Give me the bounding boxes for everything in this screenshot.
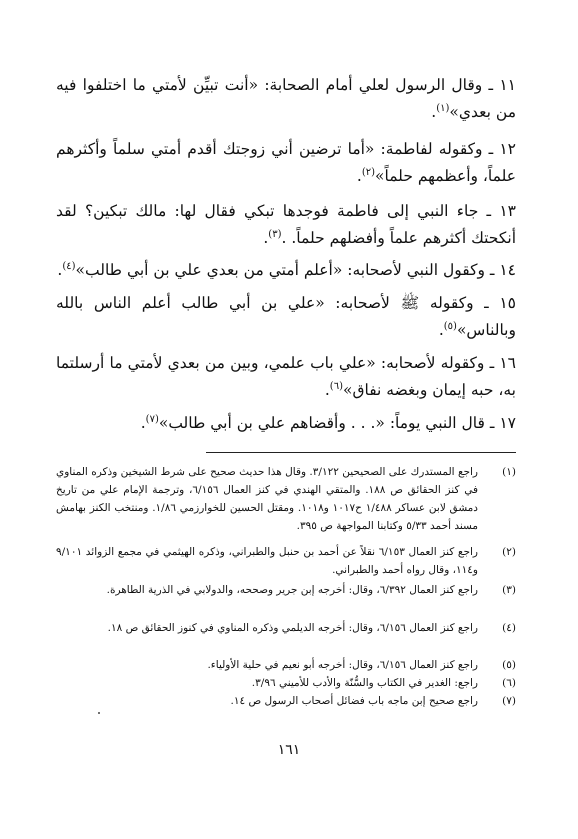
paragraph-text: ١٤ ـ وكقول النبي لأصحابه: «أعلم أمتي من بعدي علي بن أبي طالب» xyxy=(75,261,516,279)
footnote-number: (٤) xyxy=(502,622,516,634)
footnote-6 xyxy=(56,674,516,692)
footnote-reference[interactable]: (٤) xyxy=(62,260,76,272)
footnote-number: (٧) xyxy=(502,695,516,707)
footnote-5 xyxy=(56,656,516,674)
paragraph-text: ١٧ ـ قال النبي يوماً: «. . . وأقضاهم علي بن أبي طالب» xyxy=(158,414,516,432)
footnote-3 xyxy=(56,581,516,599)
footnote-1 xyxy=(56,463,516,535)
footnote-reference[interactable]: (١) xyxy=(436,102,450,114)
footnote-7 xyxy=(56,692,516,710)
paragraph-13: ١٣ ـ جاء النبي إلى فاطمة فوجدها تبكي فقال لها: مالك تبكين؟ لقد أنكحتك أكثرهم علماً وأفضلهم حلماً. .$^{(٣)}$. xyxy=(56,202,516,247)
paragraph-12: ١٢ ـ وكقوله لفاطمة: «أما ترضين أني زوجتك أقدم أمتي سلماً وأكثرهم علماً، وأعظمهم حلماً»$^{(٢)}$. xyxy=(56,140,516,185)
page-number: ١٦١ xyxy=(277,742,301,758)
paragraph-text: ١١ ـ وقال الرسول لعلي أمام الصحابة: «أنت تبيِّن لأمتي ما اختلفوا فيه من بعدي» xyxy=(56,76,516,121)
footnote-text: راجع المستدرك على الصحيحين ٣/١٢٢. وقال هذا حديث صحيح على شرط الشيخين وذكره المناوي في كنز الحقائق ص ١٨٨. والمتقي الهندي في كنز العمال ٦/١٥٦، وترجمة الإمام علي من تاريخ دمشق لابن عساكر ١/٤٨٨ ح١٠١٧ و١٠١٨. ومقتل الحسين للخوارزمي ١/٨٦. ومنتخب الكنز بهامش مسند أحمد ٥/٣٣ وكتابنا المواجهة ص ٣٩٥. xyxy=(56,466,479,532)
footnote-number: (٢) xyxy=(502,546,516,558)
footnote-divider xyxy=(206,452,516,453)
footnote-text: راجع كنز العمال ٦/١٥٦، وقال: أخرجه الديلمي وذكره المناوي في كنوز الحقائق ص ١٨. xyxy=(107,622,478,634)
footnote-number: (١) xyxy=(502,466,516,478)
footnote-number: (٣) xyxy=(502,584,516,596)
footnote-text: راجع كنز العمال ٦/١٥٣ نقلاً عن أحمد بن حنبل والطبراني، وذكره الهيثمي في مجمع الزوائد ٩/١٠١ و١١٤، وقال رواه أحمد والطبراني. xyxy=(56,546,478,576)
footnote-reference[interactable]: (٧) xyxy=(145,413,159,425)
footnote-reference[interactable]: (٢) xyxy=(361,166,376,178)
paragraph-text: ١٣ ـ جاء النبي إلى فاطمة فوجدها تبكي فقال لها: مالك تبكين؟ لقد أنكحتك أكثرهم علماً وأفضلهم حلماً. . xyxy=(56,202,516,247)
footnote-text: راجع صحيح إبن ماجه باب فضائل أصحاب الرسول ص ١٤. xyxy=(230,695,478,707)
footnote-2 xyxy=(56,543,516,579)
paragraph-16: ١٦ ـ وكقوله لأصحابه: «علي باب علمي، وبين من بعدي لأمتي ما أرسلتما به، حبه إيمان وبغضه نفاق»$^{(٦)}$. xyxy=(56,354,516,399)
paragraph-text: ١٥ ـ وكقوله ﷺ لأصحابه: «علي بن أبي طالب أعلم الناس بالله وبالناس» xyxy=(56,294,516,339)
footnote-reference[interactable]: (٦) xyxy=(329,380,343,392)
footnote-4 xyxy=(56,619,516,637)
paragraph-text: ١٦ ـ وكقوله لأصحابه: «علي باب علمي، وبين من بعدي لأمتي ما أرسلتما به، حبه إيمان وبغضه نفاق» xyxy=(56,354,516,399)
paragraph-text: ١٢ ـ وكقوله لفاطمة: «أما ترضين أني زوجتك أقدم أمتي سلماً وأكثرهم علماً، وأعظمهم حلماً» xyxy=(56,140,516,185)
footnote-text: راجع: الغدير في الكتاب والسُّنّة والأدب للأميني ٣/٩٦. xyxy=(251,677,478,689)
paragraph-17: ١٧ ـ قال النبي يوماً: «. . . وأقضاهم علي بن أبي طالب»$^{(٧)}$. xyxy=(140,413,516,432)
footnote-text: راجع كنز العمال ٦/٣٩٢، وقال: أخرجه إبن جرير وصححه، والدولابي في الذرية الطاهرة. xyxy=(106,584,478,596)
stray-dot-mark xyxy=(98,712,100,714)
paragraph-15: ١٥ ـ وكقوله ﷺ لأصحابه: «علي بن أبي طالب أعلم الناس بالله وبالناس»$^{(٥)}$. xyxy=(56,294,516,339)
footnote-reference[interactable]: (٥) xyxy=(443,320,457,332)
footnote-text: راجع كنز العمال ٦/١٥٦، وقال: أخرجه أبو نعيم في حلية الأولياء. xyxy=(207,659,478,671)
footnote-number: (٦) xyxy=(502,677,516,689)
footnote-number: (٥) xyxy=(502,659,516,671)
footnote-reference[interactable]: (٣) xyxy=(268,228,282,240)
paragraph-11: ١١ ـ وقال الرسول لعلي أمام الصحابة: «أنت تبيِّن لأمتي ما اختلفوا فيه من بعدي»$^{(١)}$. xyxy=(56,76,516,121)
paragraph-14: ١٤ ـ وكقول النبي لأصحابه: «أعلم أمتي من بعدي علي بن أبي طالب»$^{(٤)}$. xyxy=(57,260,516,279)
